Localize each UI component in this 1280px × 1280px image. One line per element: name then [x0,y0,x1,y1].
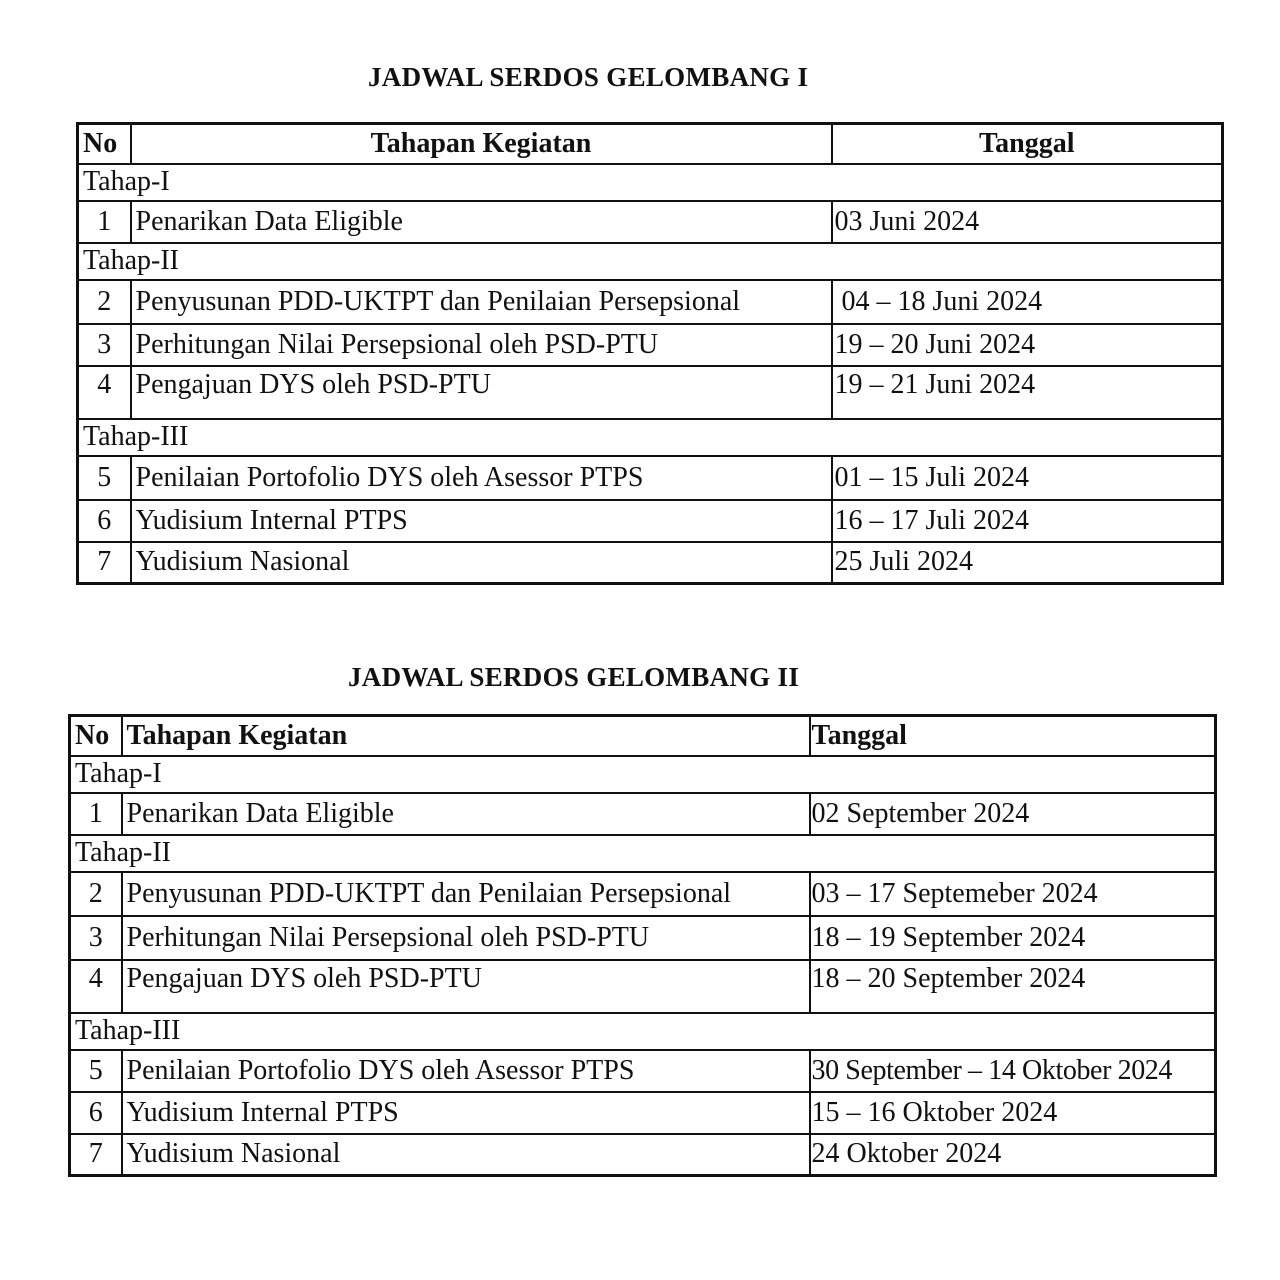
row-activity: Yudisium Internal PTPS [122,1092,810,1134]
row-date: 19 – 21 Juni 2024 [832,366,1223,419]
schedule-title-wave-2: JADWAL SERDOS GELOMBANG II [348,662,800,692]
row-date: 03 – 17 Septemeber 2024 [810,872,1216,916]
table-row [78,456,1223,500]
header-activity: Tahapan Kegiatan [122,716,810,756]
row-activity: Penilaian Portofolio DYS oleh Asessor PTPS [122,1050,810,1092]
row-activity: Yudisium Nasional [122,1134,810,1176]
schedule-table-wave-1 [76,122,1224,585]
row-no: 6 [78,500,131,542]
stage-label: Tahap-II [78,243,1223,280]
row-activity: Perhitungan Nilai Persepsional oleh PSD-PTU [131,324,832,366]
stage-row [78,243,1223,280]
row-no: 2 [78,280,131,324]
table-row [70,1050,1216,1092]
table-row [70,916,1216,960]
stage-row [78,164,1223,201]
row-activity: Yudisium Nasional [131,542,832,584]
table-row [78,201,1223,243]
row-activity: Pengajuan DYS oleh PSD-PTU [131,366,832,419]
row-date: 30 September – 14 Oktober 2024 [810,1050,1216,1092]
schedule-table-wave-2 [68,714,1217,1177]
table-row [70,793,1216,835]
row-date: 16 – 17 Juli 2024 [832,500,1223,542]
stage-label: Tahap-III [70,1013,1216,1050]
row-date: 18 – 19 September 2024 [810,916,1216,960]
row-activity: Penarikan Data Eligible [122,793,810,835]
row-activity: Yudisium Internal PTPS [131,500,832,542]
table-row [70,1092,1216,1134]
row-date: 19 – 20 Juni 2024 [832,324,1223,366]
row-date: 25 Juli 2024 [832,542,1223,584]
stage-row [70,756,1216,793]
header-date: Tanggal [810,716,1216,756]
row-activity: Perhitungan Nilai Persepsional oleh PSD-PTU [122,916,810,960]
row-date: 04 – 18 Juni 2024 [832,280,1223,324]
row-no: 1 [78,201,131,243]
row-activity: Penarikan Data Eligible [131,201,832,243]
stage-row [78,419,1223,456]
header-no: No [78,124,131,164]
header-no: No [70,716,122,756]
table-row [70,960,1216,1013]
row-no: 7 [78,542,131,584]
row-activity: Pengajuan DYS oleh PSD-PTU [122,960,810,1013]
row-activity: Penyusunan PDD-UKTPT dan Penilaian Persepsional [131,280,832,324]
table-row [78,324,1223,366]
stage-label: Tahap-I [78,164,1223,201]
row-no: 3 [78,324,131,366]
stage-row [70,1013,1216,1050]
table-header-row [78,124,1223,164]
row-date: 02 September 2024 [810,793,1216,835]
row-activity: Penilaian Portofolio DYS oleh Asessor PTPS [131,456,832,500]
row-date: 15 – 16 Oktober 2024 [810,1092,1216,1134]
row-date: 18 – 20 September 2024 [810,960,1216,1013]
row-no: 6 [70,1092,122,1134]
row-no: 3 [70,916,122,960]
table-row [70,1134,1216,1176]
table-row [78,280,1223,324]
table-header-row [70,716,1216,756]
row-no: 7 [70,1134,122,1176]
stage-label: Tahap-II [70,835,1216,872]
row-date: 24 Oktober 2024 [810,1134,1216,1176]
stage-row [70,835,1216,872]
stage-label: Tahap-I [70,756,1216,793]
header-activity: Tahapan Kegiatan [131,124,832,164]
table-row [78,366,1223,419]
row-no: 1 [70,793,122,835]
row-no: 4 [78,366,131,419]
header-date: Tanggal [832,124,1223,164]
table-row [78,500,1223,542]
row-activity: Penyusunan PDD-UKTPT dan Penilaian Persepsional [122,872,810,916]
stage-label: Tahap-III [78,419,1223,456]
row-no: 5 [78,456,131,500]
table-row [70,872,1216,916]
row-no: 2 [70,872,122,916]
table-row [78,542,1223,584]
row-no: 4 [70,960,122,1013]
row-date: 03 Juni 2024 [832,201,1223,243]
row-date: 01 – 15 Juli 2024 [832,456,1223,500]
row-no: 5 [70,1050,122,1092]
schedule-title-wave-1: JADWAL SERDOS GELOMBANG I [368,62,809,92]
